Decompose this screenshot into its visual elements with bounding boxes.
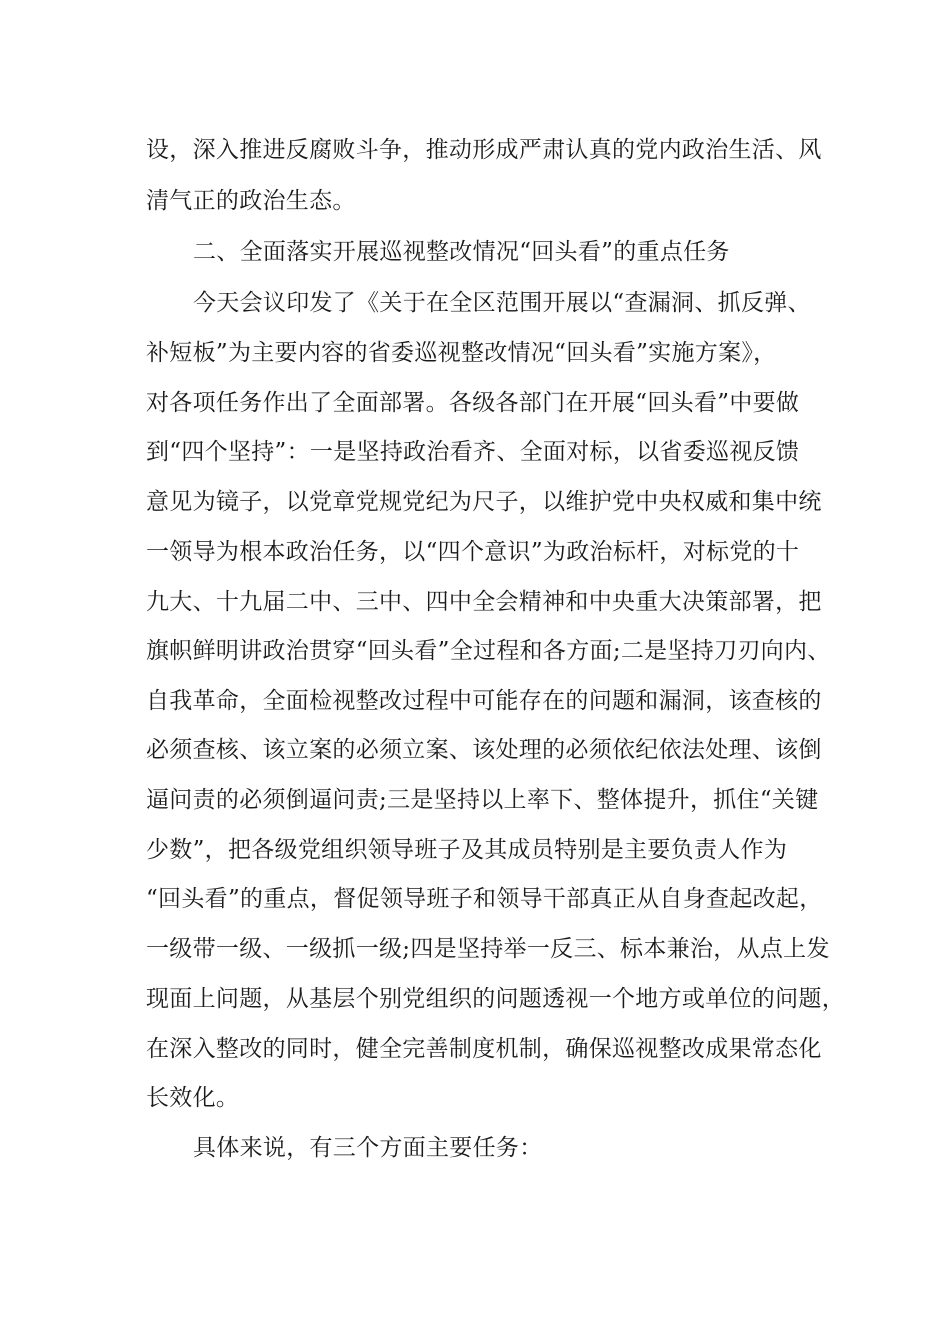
paragraph-line: 九大、十九届二中、三中、四中全会精神和中央重大决策部署，把 xyxy=(146,589,822,615)
paragraph-line: 一级带一级、一级抓一级;四是坚持举一反三、标本兼治，从点上发 xyxy=(146,936,830,962)
paragraph-line: 自我革命，全面检视整改过程中可能存在的问题和漏洞，该查核的 xyxy=(146,688,822,714)
paragraph-line: 补短板”为主要内容的省委巡视整改情况“回头看”实施方案》， xyxy=(146,340,777,366)
paragraph-line: 清气正的政治生态。 xyxy=(146,188,356,214)
paragraph-line: 今天会议印发了《关于在全区范围开展以“查漏洞、抓反弹、 xyxy=(193,290,811,316)
paragraph-line: 长效化。 xyxy=(146,1085,240,1111)
paragraph-line: 必须查核、该立案的必须立案、该处理的必须依纪依法处理、该倒 xyxy=(146,737,822,763)
paragraph-line: 少数”，把各级党组织领导班子及其成员特别是主要负责人作为 xyxy=(146,837,788,863)
paragraph-line: 逼问责的必须倒逼问责;三是坚持以上率下、整体提升，抓住“关键 xyxy=(146,787,819,813)
paragraph-line: 现面上问题，从基层个别党组织的问题透视一个地方或单位的问题， xyxy=(146,986,845,1012)
paragraph-line: “回头看”的重点，督促领导班子和领导干部真正从自身查起改起， xyxy=(146,886,823,912)
paragraph-line: 对各项任务作出了全面部署。各级各部门在开展“回头看”中要做 xyxy=(146,390,800,416)
paragraph-line: 具体来说，有三个方面主要任务： xyxy=(193,1135,543,1161)
section-heading: 二、全面落实开展巡视整改情况“回头看”的重点任务 xyxy=(193,239,730,265)
paragraph-line: 意见为镜子，以党章党规党纪为尺子，以维护党中央权威和集中统 xyxy=(146,489,822,515)
paragraph-line: 旗帜鲜明讲政治贯穿“回头看”全过程和各方面;二是坚持刀刃向内、 xyxy=(146,638,831,664)
paragraph-line: 到“四个坚持”：一是坚持政治看齐、全面对标，以省委巡视反馈 xyxy=(146,439,800,465)
paragraph-line: 一领导为根本政治任务，以“四个意识”为政治标杆，对标党的十 xyxy=(146,539,800,565)
paragraph-line: 设，深入推进反腐败斗争，推动形成严肃认真的党内政治生活、风 xyxy=(146,137,822,163)
paragraph-line: 在深入整改的同时，健全完善制度机制，确保巡视整改成果常态化 xyxy=(146,1036,822,1062)
